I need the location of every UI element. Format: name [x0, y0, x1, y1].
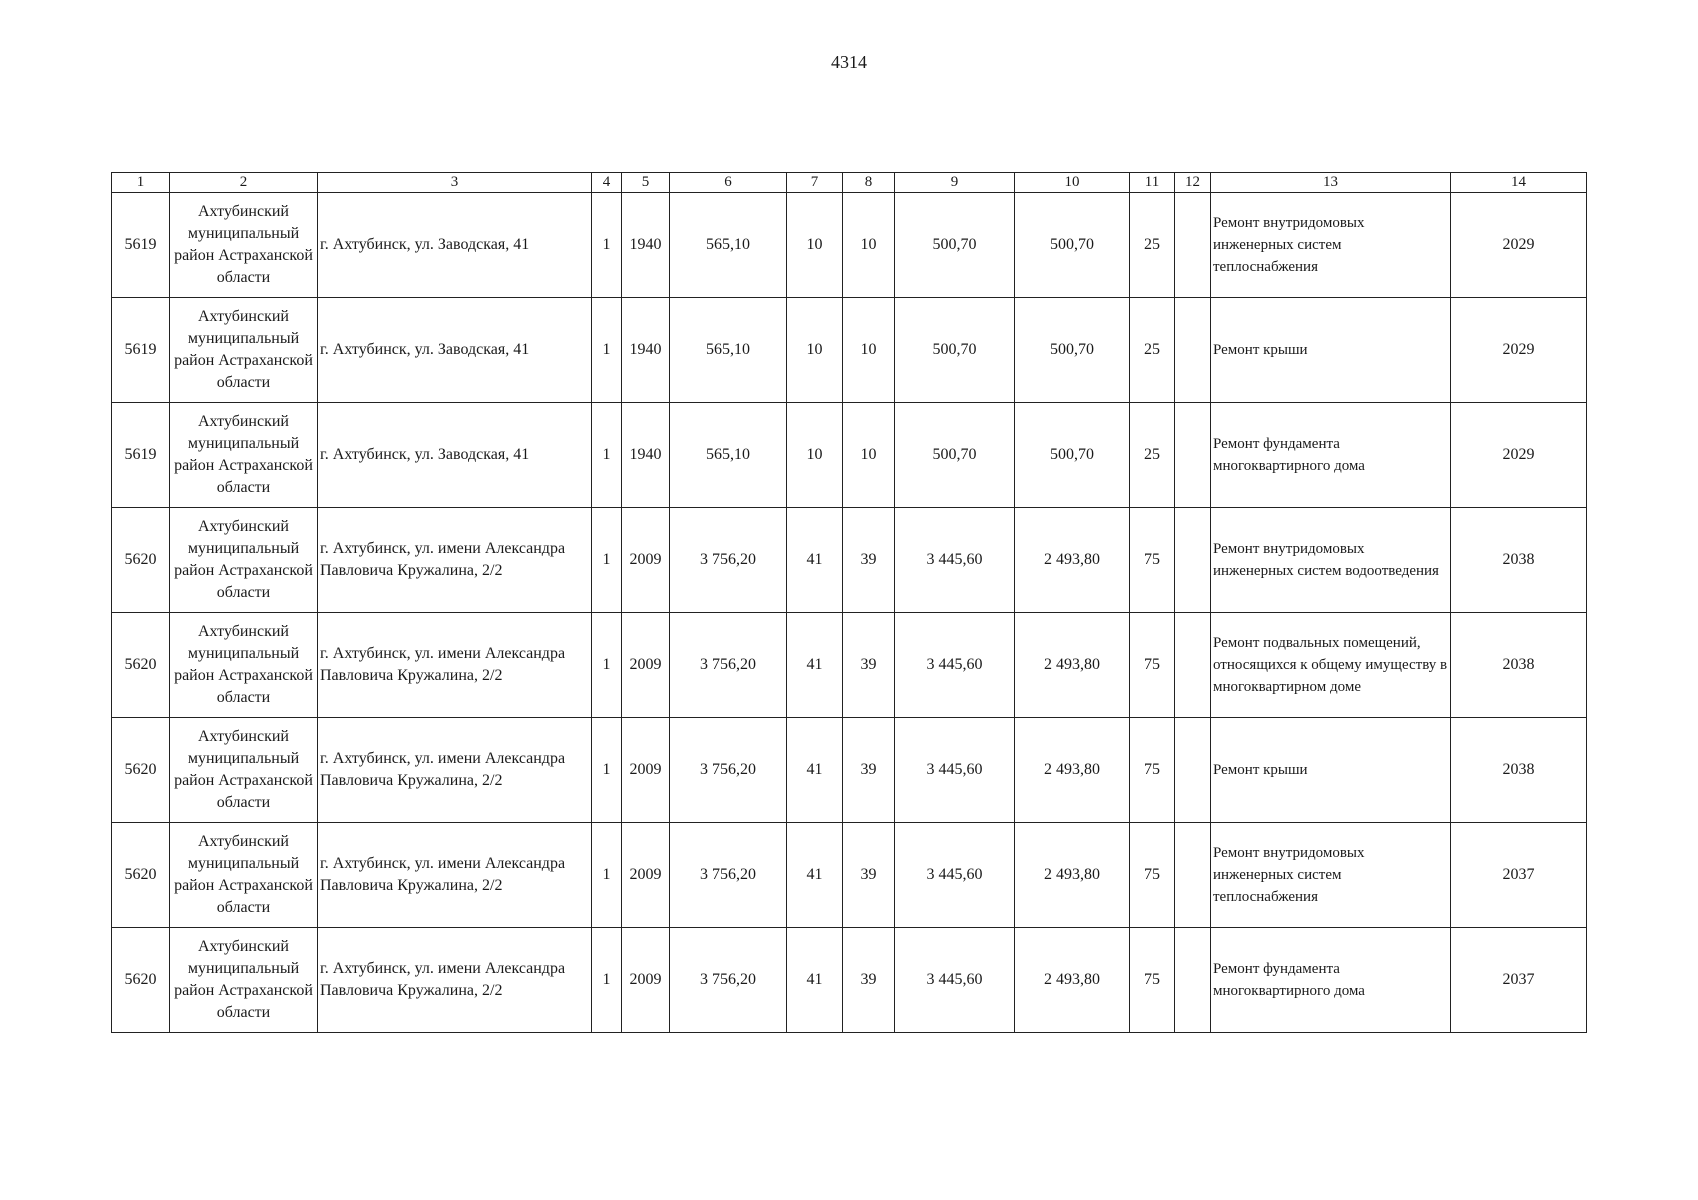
municipality-cell: Ахтубинский муниципальный район Астраханской области: [170, 823, 318, 928]
municipality-cell: Ахтубинский муниципальный район Астраханской области: [170, 508, 318, 613]
column-header: 13: [1211, 173, 1451, 193]
address-cell: г. Ахтубинск, ул. имени Александра Павловича Кружалина, 2/2: [318, 823, 592, 928]
col8-cell: 39: [843, 508, 895, 613]
work-type-cell: Ремонт подвальных помещений, относящихся к общему имуществу в многоквартирном доме: [1211, 613, 1451, 718]
col8-cell: 39: [843, 613, 895, 718]
address-cell: г. Ахтубинск, ул. Заводская, 41: [318, 298, 592, 403]
address-cell: г. Ахтубинск, ул. имени Александра Павловича Кружалина, 2/2: [318, 613, 592, 718]
column-header: 14: [1451, 173, 1587, 193]
address-cell: г. Ахтубинск, ул. имени Александра Павловича Кружалина, 2/2: [318, 928, 592, 1033]
col4-cell: 1: [592, 403, 622, 508]
table-row: [112, 193, 1587, 298]
address-cell: г. Ахтубинск, ул. имени Александра Павловича Кружалина, 2/2: [318, 718, 592, 823]
municipality-cell: Ахтубинский муниципальный район Астраханской области: [170, 928, 318, 1033]
col9-cell: 500,70: [895, 403, 1015, 508]
work-type-cell: Ремонт крыши: [1211, 718, 1451, 823]
municipality-cell: Ахтубинский муниципальный район Астраханской области: [170, 403, 318, 508]
row-number-cell: 5619: [112, 298, 170, 403]
col4-cell: 1: [592, 508, 622, 613]
col8-cell: 39: [843, 928, 895, 1033]
work-type-cell: Ремонт внутридомовых инженерных систем водоотведения: [1211, 508, 1451, 613]
column-header: 9: [895, 173, 1015, 193]
col9-cell: 500,70: [895, 193, 1015, 298]
col12-cell: [1175, 823, 1211, 928]
col11-cell: 75: [1130, 823, 1175, 928]
column-header: 8: [843, 173, 895, 193]
col11-cell: 75: [1130, 928, 1175, 1033]
col11-cell: 75: [1130, 613, 1175, 718]
col9-cell: 3 445,60: [895, 613, 1015, 718]
col10-cell: 2 493,80: [1015, 613, 1130, 718]
col11-cell: 25: [1130, 298, 1175, 403]
col12-cell: [1175, 718, 1211, 823]
work-type-cell: Ремонт фундамента многоквартирного дома: [1211, 403, 1451, 508]
col7-cell: 41: [787, 613, 843, 718]
address-cell: г. Ахтубинск, ул. Заводская, 41: [318, 193, 592, 298]
address-cell: г. Ахтубинск, ул. имени Александра Павловича Кружалина, 2/2: [318, 508, 592, 613]
work-type-cell: Ремонт внутридомовых инженерных систем теплоснабжения: [1211, 193, 1451, 298]
municipality-cell: Ахтубинский муниципальный район Астраханской области: [170, 718, 318, 823]
col11-cell: 25: [1130, 193, 1175, 298]
total-area-cell: 565,10: [670, 403, 787, 508]
municipality-cell: Ахтубинский муниципальный район Астраханской области: [170, 298, 318, 403]
col11-cell: 75: [1130, 718, 1175, 823]
col4-cell: 1: [592, 298, 622, 403]
col8-cell: 39: [843, 718, 895, 823]
row-number-cell: 5620: [112, 823, 170, 928]
col9-cell: 3 445,60: [895, 928, 1015, 1033]
col7-cell: 41: [787, 823, 843, 928]
year-built-cell: 1940: [622, 403, 670, 508]
col8-cell: 39: [843, 823, 895, 928]
repair-year-cell: 2038: [1451, 718, 1587, 823]
municipality-cell: Ахтубинский муниципальный район Астраханской области: [170, 613, 318, 718]
total-area-cell: 3 756,20: [670, 928, 787, 1033]
column-header: 2: [170, 173, 318, 193]
col4-cell: 1: [592, 613, 622, 718]
column-header: 12: [1175, 173, 1211, 193]
year-built-cell: 1940: [622, 193, 670, 298]
repair-year-cell: 2038: [1451, 613, 1587, 718]
total-area-cell: 3 756,20: [670, 613, 787, 718]
row-number-cell: 5620: [112, 718, 170, 823]
registry-body: [112, 193, 1587, 1033]
col12-cell: [1175, 508, 1211, 613]
col4-cell: 1: [592, 823, 622, 928]
registry-table: [111, 172, 1587, 1033]
column-header: 5: [622, 173, 670, 193]
col11-cell: 75: [1130, 508, 1175, 613]
column-header: 4: [592, 173, 622, 193]
year-built-cell: 2009: [622, 613, 670, 718]
col10-cell: 500,70: [1015, 403, 1130, 508]
col7-cell: 41: [787, 508, 843, 613]
col11-cell: 25: [1130, 403, 1175, 508]
column-header: 1: [112, 173, 170, 193]
col8-cell: 10: [843, 193, 895, 298]
address-cell: г. Ахтубинск, ул. Заводская, 41: [318, 403, 592, 508]
col7-cell: 41: [787, 718, 843, 823]
col9-cell: 3 445,60: [895, 508, 1015, 613]
col7-cell: 10: [787, 403, 843, 508]
year-built-cell: 1940: [622, 298, 670, 403]
col4-cell: 1: [592, 928, 622, 1033]
col7-cell: 10: [787, 193, 843, 298]
repair-year-cell: 2029: [1451, 403, 1587, 508]
table-row: [112, 928, 1587, 1033]
col4-cell: 1: [592, 718, 622, 823]
page-number: 4314: [831, 52, 867, 72]
row-number-cell: 5620: [112, 508, 170, 613]
col8-cell: 10: [843, 298, 895, 403]
work-type-cell: Ремонт крыши: [1211, 298, 1451, 403]
column-header: 3: [318, 173, 592, 193]
col12-cell: [1175, 193, 1211, 298]
col12-cell: [1175, 928, 1211, 1033]
year-built-cell: 2009: [622, 718, 670, 823]
col12-cell: [1175, 298, 1211, 403]
col10-cell: 500,70: [1015, 298, 1130, 403]
table-row: [112, 508, 1587, 613]
col12-cell: [1175, 613, 1211, 718]
row-number-cell: 5620: [112, 613, 170, 718]
col12-cell: [1175, 403, 1211, 508]
table-row: [112, 613, 1587, 718]
table-row: [112, 403, 1587, 508]
row-number-cell: 5620: [112, 928, 170, 1033]
total-area-cell: 565,10: [670, 193, 787, 298]
repair-year-cell: 2029: [1451, 298, 1587, 403]
col9-cell: 500,70: [895, 298, 1015, 403]
col4-cell: 1: [592, 193, 622, 298]
total-area-cell: 565,10: [670, 298, 787, 403]
total-area-cell: 3 756,20: [670, 823, 787, 928]
col10-cell: 500,70: [1015, 193, 1130, 298]
col10-cell: 2 493,80: [1015, 508, 1130, 613]
total-area-cell: 3 756,20: [670, 718, 787, 823]
table-row: [112, 718, 1587, 823]
work-type-cell: Ремонт внутридомовых инженерных систем теплоснабжения: [1211, 823, 1451, 928]
row-number-cell: 5619: [112, 403, 170, 508]
col7-cell: 41: [787, 928, 843, 1033]
work-type-cell: Ремонт фундамента многоквартирного дома: [1211, 928, 1451, 1033]
repair-year-cell: 2038: [1451, 508, 1587, 613]
col10-cell: 2 493,80: [1015, 928, 1130, 1033]
col7-cell: 10: [787, 298, 843, 403]
header-row: [112, 173, 1587, 193]
table-row: [112, 823, 1587, 928]
column-header: 11: [1130, 173, 1175, 193]
col9-cell: 3 445,60: [895, 718, 1015, 823]
year-built-cell: 2009: [622, 823, 670, 928]
column-header: 7: [787, 173, 843, 193]
column-header: 10: [1015, 173, 1130, 193]
col9-cell: 3 445,60: [895, 823, 1015, 928]
col10-cell: 2 493,80: [1015, 718, 1130, 823]
municipality-cell: Ахтубинский муниципальный район Астраханской области: [170, 193, 318, 298]
table-row: [112, 298, 1587, 403]
total-area-cell: 3 756,20: [670, 508, 787, 613]
repair-year-cell: 2029: [1451, 193, 1587, 298]
repair-year-cell: 2037: [1451, 823, 1587, 928]
col8-cell: 10: [843, 403, 895, 508]
year-built-cell: 2009: [622, 508, 670, 613]
repair-year-cell: 2037: [1451, 928, 1587, 1033]
col10-cell: 2 493,80: [1015, 823, 1130, 928]
column-header: 6: [670, 173, 787, 193]
row-number-cell: 5619: [112, 193, 170, 298]
year-built-cell: 2009: [622, 928, 670, 1033]
